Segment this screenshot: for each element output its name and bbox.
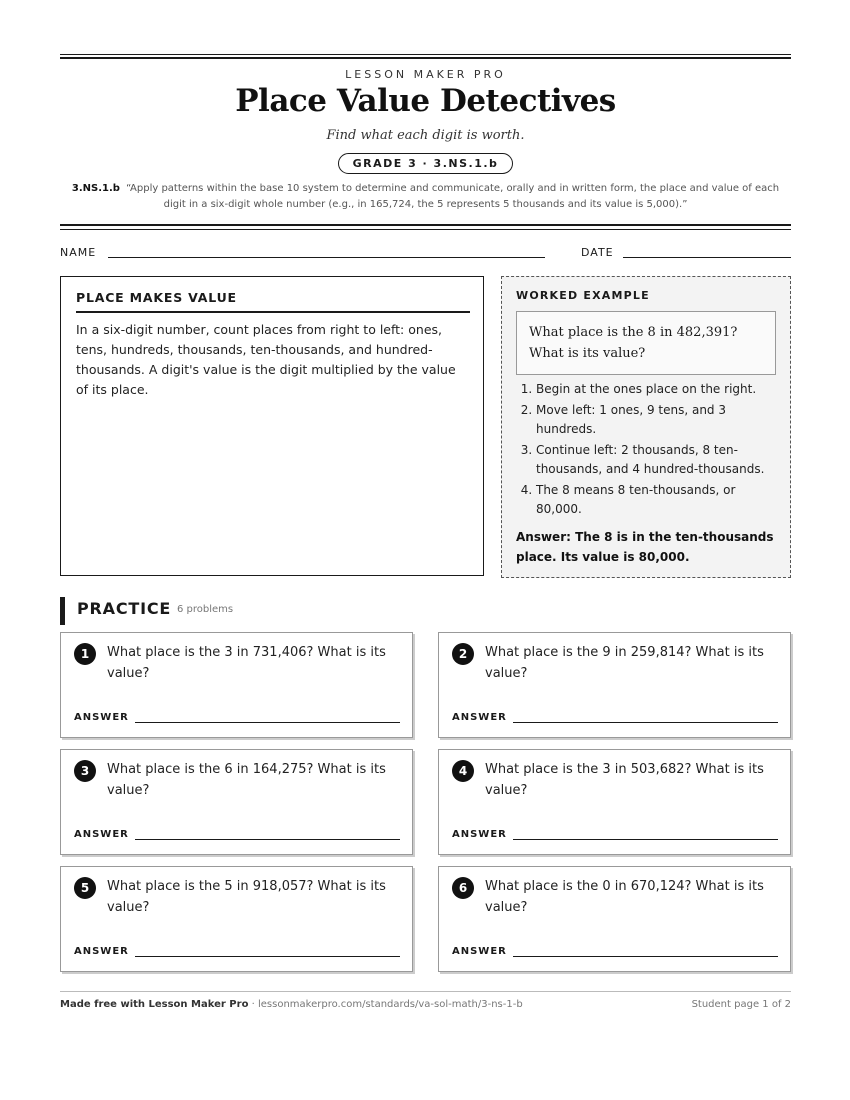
footer-url[interactable]: lessonmakerpro.com/standards/va-sol-math/3-ns-1-b [257,999,523,1010]
footer-page-number: Student page 1 of 2 [691,999,791,1010]
answer-label: ANSWER [452,829,507,840]
brand-name: LESSON MAKER PRO [345,68,506,81]
worked-example-steps [516,380,778,521]
standard-statement [60,181,791,213]
footer-separator: · [248,999,258,1010]
header-rule-bottom-thick [60,224,791,226]
worked-example-box [501,276,791,578]
answer-field[interactable] [513,956,778,957]
worked-example-step: 1. Begin at the ones place on the right. [536,380,778,400]
worked-example-question: What place is the 8 in 482,391? What is its value? [516,311,776,375]
practice-header [60,597,791,625]
worked-example-step: 4. The 8 means 8 ten-thousands, or 80,000. [536,481,778,520]
answer-field[interactable] [513,722,778,723]
problem-question: What place is the 0 in 670,124? What is its value? [485,879,764,915]
name-field[interactable] [108,257,545,258]
worked-example-step: 2. Move left: 1 ones, 9 tens, and 3 hundreds. [536,401,778,440]
date-label: DATE [581,246,614,259]
answer-field[interactable] [135,839,400,840]
date-field[interactable] [623,257,791,258]
problem-number-badge: 6 [452,877,474,899]
problem-card [60,749,413,855]
problem-question: What place is the 5 in 918,057? What is its value? [107,879,386,915]
name-date-row [60,244,791,262]
problem-card [60,632,413,738]
problem-question: What place is the 9 in 259,814? What is its value? [485,645,764,681]
problem-question: What place is the 6 in 164,275? What is its value? [107,762,386,798]
worked-example-step: 3. Continue left: 2 thousands, 8 ten-thousands, and 4 hundred-thousands. [536,441,778,480]
problem-card [438,632,791,738]
answer-label: ANSWER [74,829,129,840]
answer-field[interactable] [135,956,400,957]
footer-made-with: Made free with Lesson Maker Pro [60,999,249,1010]
page-title: Place Value Detectives [235,83,616,119]
problem-card [438,866,791,972]
answer-field[interactable] [135,722,400,723]
worked-example-heading: WORKED EXAMPLE [516,289,650,302]
answer-field[interactable] [513,839,778,840]
worksheet-page [60,0,791,1100]
problem-number-badge: 2 [452,643,474,665]
practice-accent-bar [60,597,65,625]
problem-number-badge: 3 [74,760,96,782]
answer-label: ANSWER [452,712,507,723]
problem-card [60,866,413,972]
answer-label: ANSWER [74,946,129,957]
problem-question: What place is the 3 in 503,682? What is its value? [485,762,764,798]
header-rule-bottom [60,229,791,230]
footer-credit [60,999,523,1010]
problem-number-badge: 5 [74,877,96,899]
worked-example-answer: Answer: The 8 is in the ten-thousands place. Its value is 80,000. [516,530,774,564]
footer-rule [60,991,791,992]
grade-badge: GRADE 3 · 3.NS.1.b [338,153,514,174]
concept-body: In a six-digit number, count places from right to left: ones, tens, hundreds, thousands, ten-thousands, and hundred-thousands. A digit's value is the digit multiplied by the value of its place. [76,322,456,397]
problem-question: What place is the 3 in 731,406? What is its value? [107,645,386,681]
name-label: NAME [60,246,97,259]
answer-label: ANSWER [74,712,129,723]
problem-card [438,749,791,855]
standard-code: 3.NS.1.b [71,183,120,194]
practice-count: 6 problems [177,604,234,615]
problem-number-badge: 4 [452,760,474,782]
page-subtitle: Find what each digit is worth. [326,128,525,143]
standard-text: “Apply patterns within the base 10 system to determine and communicate, orally and in written form, the place and value of each digit in a six-digit whole number (e.g., in 165,724, the 5 represents 5 thousands and its value is 5,000).” [126,183,780,210]
practice-title: PRACTICE [77,599,172,618]
header-rule-top-thick [60,57,791,59]
problem-number-badge: 1 [74,643,96,665]
concept-box [60,276,484,576]
header-rule-top [60,54,791,55]
answer-label: ANSWER [452,946,507,957]
concept-heading: PLACE MAKES VALUE [76,290,470,313]
